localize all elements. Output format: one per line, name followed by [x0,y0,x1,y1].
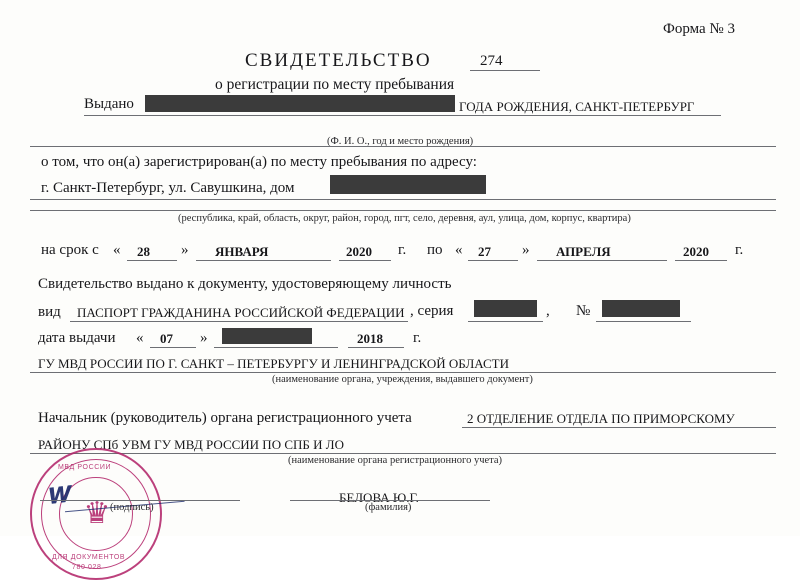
identity-number-label: № [576,303,591,319]
period-year-to: 2020 [683,244,709,259]
stamp-line-bottom: ДЛЯ ДОКУМЕНТОВ [52,554,126,561]
period-po: по [427,242,443,258]
address-value: г. Санкт-Петербург, ул. Савушкина, дом [41,180,295,196]
chief-office-rule-1 [462,427,776,428]
identity-type-value: ПАСПОРТ ГРАЖДАНИНА РОССИЙСКОЙ ФЕДЕРАЦИИ [77,305,405,320]
certificate-number: 274 [480,53,503,69]
identity-number-redaction [602,300,680,317]
identity-series-redaction [474,300,537,317]
address-rule-2 [30,210,776,211]
issued-value: ГОДА РОЖДЕНИЯ, САНКТ-ПЕТЕРБУРГ [459,99,695,114]
identity-date-month-redaction [222,328,312,344]
period-month-from: ЯНВАРЯ [215,244,269,259]
identity-type-rule [70,321,408,322]
identity-authority-rule [30,372,776,373]
form-number: Форма № 3 [663,21,735,37]
identity-date-g: г. [413,330,422,346]
period-day-to: 27 [478,244,491,259]
fio-rule [30,146,776,147]
eagle-emblem-icon: ♛ [83,496,111,531]
stamp-line-top: МВД РОССИИ [58,464,112,471]
stamp-line-code: 780 028 [72,564,102,571]
identity-date-year-rule [348,347,404,348]
period-day-to-rule [468,260,518,261]
handwritten-signature: 𝐰 [43,475,77,512]
chief-office-line1: 2 ОТДЕЛЕНИЕ ОТДЕЛА ПО ПРИМОРСКОМУ [467,411,735,426]
identity-number-rule [596,321,691,322]
period-day-from: 28 [137,244,150,259]
identity-date-year: 2018 [357,331,383,346]
period-month-from-rule [196,260,331,261]
caption-fio: (Ф. И. О., год и место рождения) [327,136,474,147]
period-prefix: на срок с [41,242,99,258]
period-quote-open-2: « [455,242,463,258]
identity-type-label: вид [38,304,61,320]
identity-authority: ГУ МВД РОССИИ ПО Г. САНКТ – ПЕТЕРБУРГУ И ЛЕНИНГРАДСКОЙ ОБЛАСТИ [38,356,509,371]
period-month-to: АПРЕЛЯ [556,244,611,259]
identity-date-day: 07 [160,331,173,346]
caption-address: (республика, край, область, округ, район, город, пгт, село, деревня, аул, улица, дом, корпус, квартира) [178,213,631,224]
chief-label: Начальник (руководитель) органа регистрационного учета [38,410,412,426]
issued-name-redaction [145,95,455,112]
period-year-to-rule [675,260,727,261]
identity-date-quote-open: « [136,330,144,346]
period-quote-open-1: « [113,242,121,258]
issued-rule [84,115,721,116]
period-year-from-rule [339,260,391,261]
caption-office: (наименование органа регистрационного учета) [288,455,503,466]
document-subtitle: о регистрации по месту пребывания [215,76,455,93]
identity-date-day-rule [150,347,196,348]
issued-label: Выдано [84,96,134,112]
chief-office-line2: РАЙОНУ СПб УВМ ГУ МВД РОССИИ ПО СПБ И ЛО [38,437,344,452]
period-year-from: 2020 [346,244,372,259]
identity-date-label: дата выдачи [38,330,116,346]
period-quote-close-2: » [522,242,530,258]
document-title: СВИДЕТЕЛЬСТВО [245,50,432,71]
address-redaction [330,175,486,194]
caption-signature: (подпись) [110,502,154,513]
identity-series-rule [468,321,543,322]
identity-date-quote-close: » [200,330,208,346]
surname-rule [290,500,490,501]
signature-rule [40,500,240,501]
period-day-from-rule [127,260,177,261]
signatory-surname: БЕЛОВА Ю.Г. [339,490,419,505]
certificate-number-rule [470,70,540,71]
period-quote-close-1: » [181,242,189,258]
period-g-1: г. [398,242,407,258]
identity-intro: Свидетельство выдано к документу, удостоверяющему личность [38,276,452,292]
identity-series-label: , серия [410,303,454,319]
identity-comma: , [546,303,550,319]
period-month-to-rule [537,260,667,261]
period-g-2: г. [735,242,744,258]
registered-line: о том, что он(а) зарегистрирован(а) по месту пребывания по адресу: [41,154,477,170]
identity-date-month-rule [214,347,338,348]
chief-office-rule-2 [30,453,776,454]
address-rule-1 [30,199,776,200]
caption-authority: (наименование органа, учреждения, выдавшего документ) [272,374,533,385]
caption-surname: (фамилия) [365,502,412,513]
